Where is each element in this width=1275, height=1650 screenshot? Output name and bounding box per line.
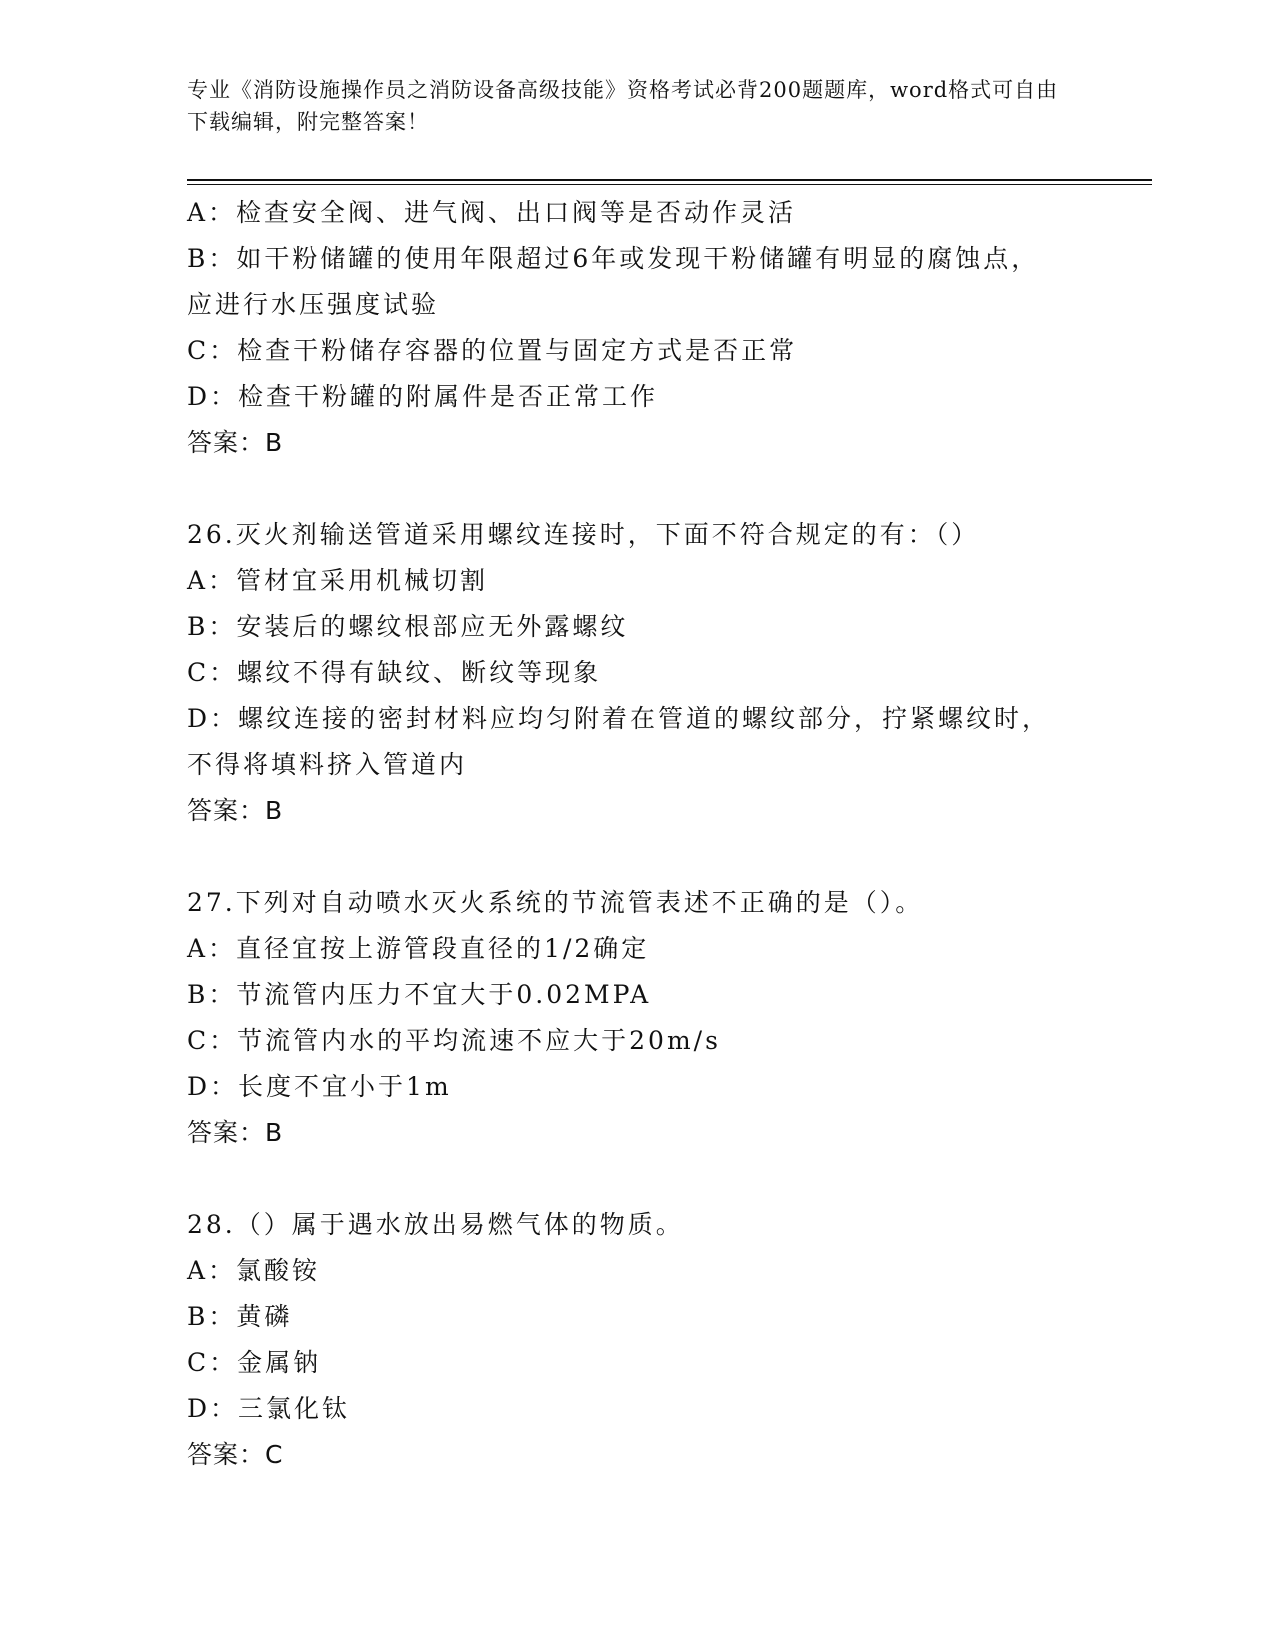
question-block-27 [187, 880, 1067, 1156]
option-line: D：螺纹连接的密封材料应均匀附着在管道的螺纹部分，拧紧螺纹时， [187, 704, 1051, 733]
option-line: D：检查干粉罐的附属件是否正常工作 [187, 382, 659, 411]
answer-line: 答案：B [187, 796, 284, 825]
option-line: C：检查干粉储存容器的位置与固定方式是否正常 [187, 336, 798, 365]
option-line: B：黄磷 [187, 1302, 293, 1331]
option-line: A：氯酸铵 [187, 1256, 321, 1285]
spacer [187, 466, 1067, 512]
option-line: C：螺纹不得有缺纹、断纹等现象 [187, 658, 602, 687]
question-block-26 [187, 512, 1067, 834]
header-rule-thin [187, 184, 1152, 185]
question-list [187, 190, 1067, 1478]
header-rule-thick [187, 179, 1152, 181]
option-line: B：节流管内压力不宜大于0.02MPA [187, 980, 652, 1009]
answer-line: 答案：C [187, 1440, 284, 1469]
question-text: 27.下列对自动喷水灭火系统的节流管表述不正确的是（）。 [187, 888, 924, 917]
question-text: 28.（）属于遇水放出易燃气体的物质。 [187, 1210, 684, 1239]
document-header: 专业《消防设施操作员之消防设备高级技能》资格考试必背200题题库，word格式可自由下载编辑，附完整答案！ [187, 78, 1059, 134]
question-text: 26.灭火剂输送管道采用螺纹连接时，下面不符合规定的有：（） [187, 520, 980, 549]
question-block-25 [187, 190, 1067, 466]
option-line: 不得将填料挤入管道内 [187, 750, 468, 779]
option-line: 应进行水压强度试验 [187, 290, 440, 319]
answer-line: 答案：B [187, 428, 284, 457]
spacer [187, 1156, 1067, 1202]
option-line: A：管材宜采用机械切割 [187, 566, 489, 595]
option-line: A：直径宜按上游管段直径的1/2确定 [187, 934, 650, 963]
option-line: B：如干粉储罐的使用年限超过6年或发现干粉储罐有明显的腐蚀点， [187, 244, 1040, 273]
option-line: A：检查安全阀、进气阀、出口阀等是否动作灵活 [187, 198, 797, 227]
answer-line: 答案：B [187, 1118, 284, 1147]
option-line: D：长度不宜小于1m [187, 1072, 452, 1101]
option-line: C：节流管内水的平均流速不应大于20m/s [187, 1026, 721, 1055]
option-line: D：三氯化钛 [187, 1394, 351, 1423]
option-line: C：金属钠 [187, 1348, 322, 1377]
spacer [187, 834, 1067, 880]
question-block-28 [187, 1202, 1067, 1478]
option-line: B：安装后的螺纹根部应无外露螺纹 [187, 612, 629, 641]
